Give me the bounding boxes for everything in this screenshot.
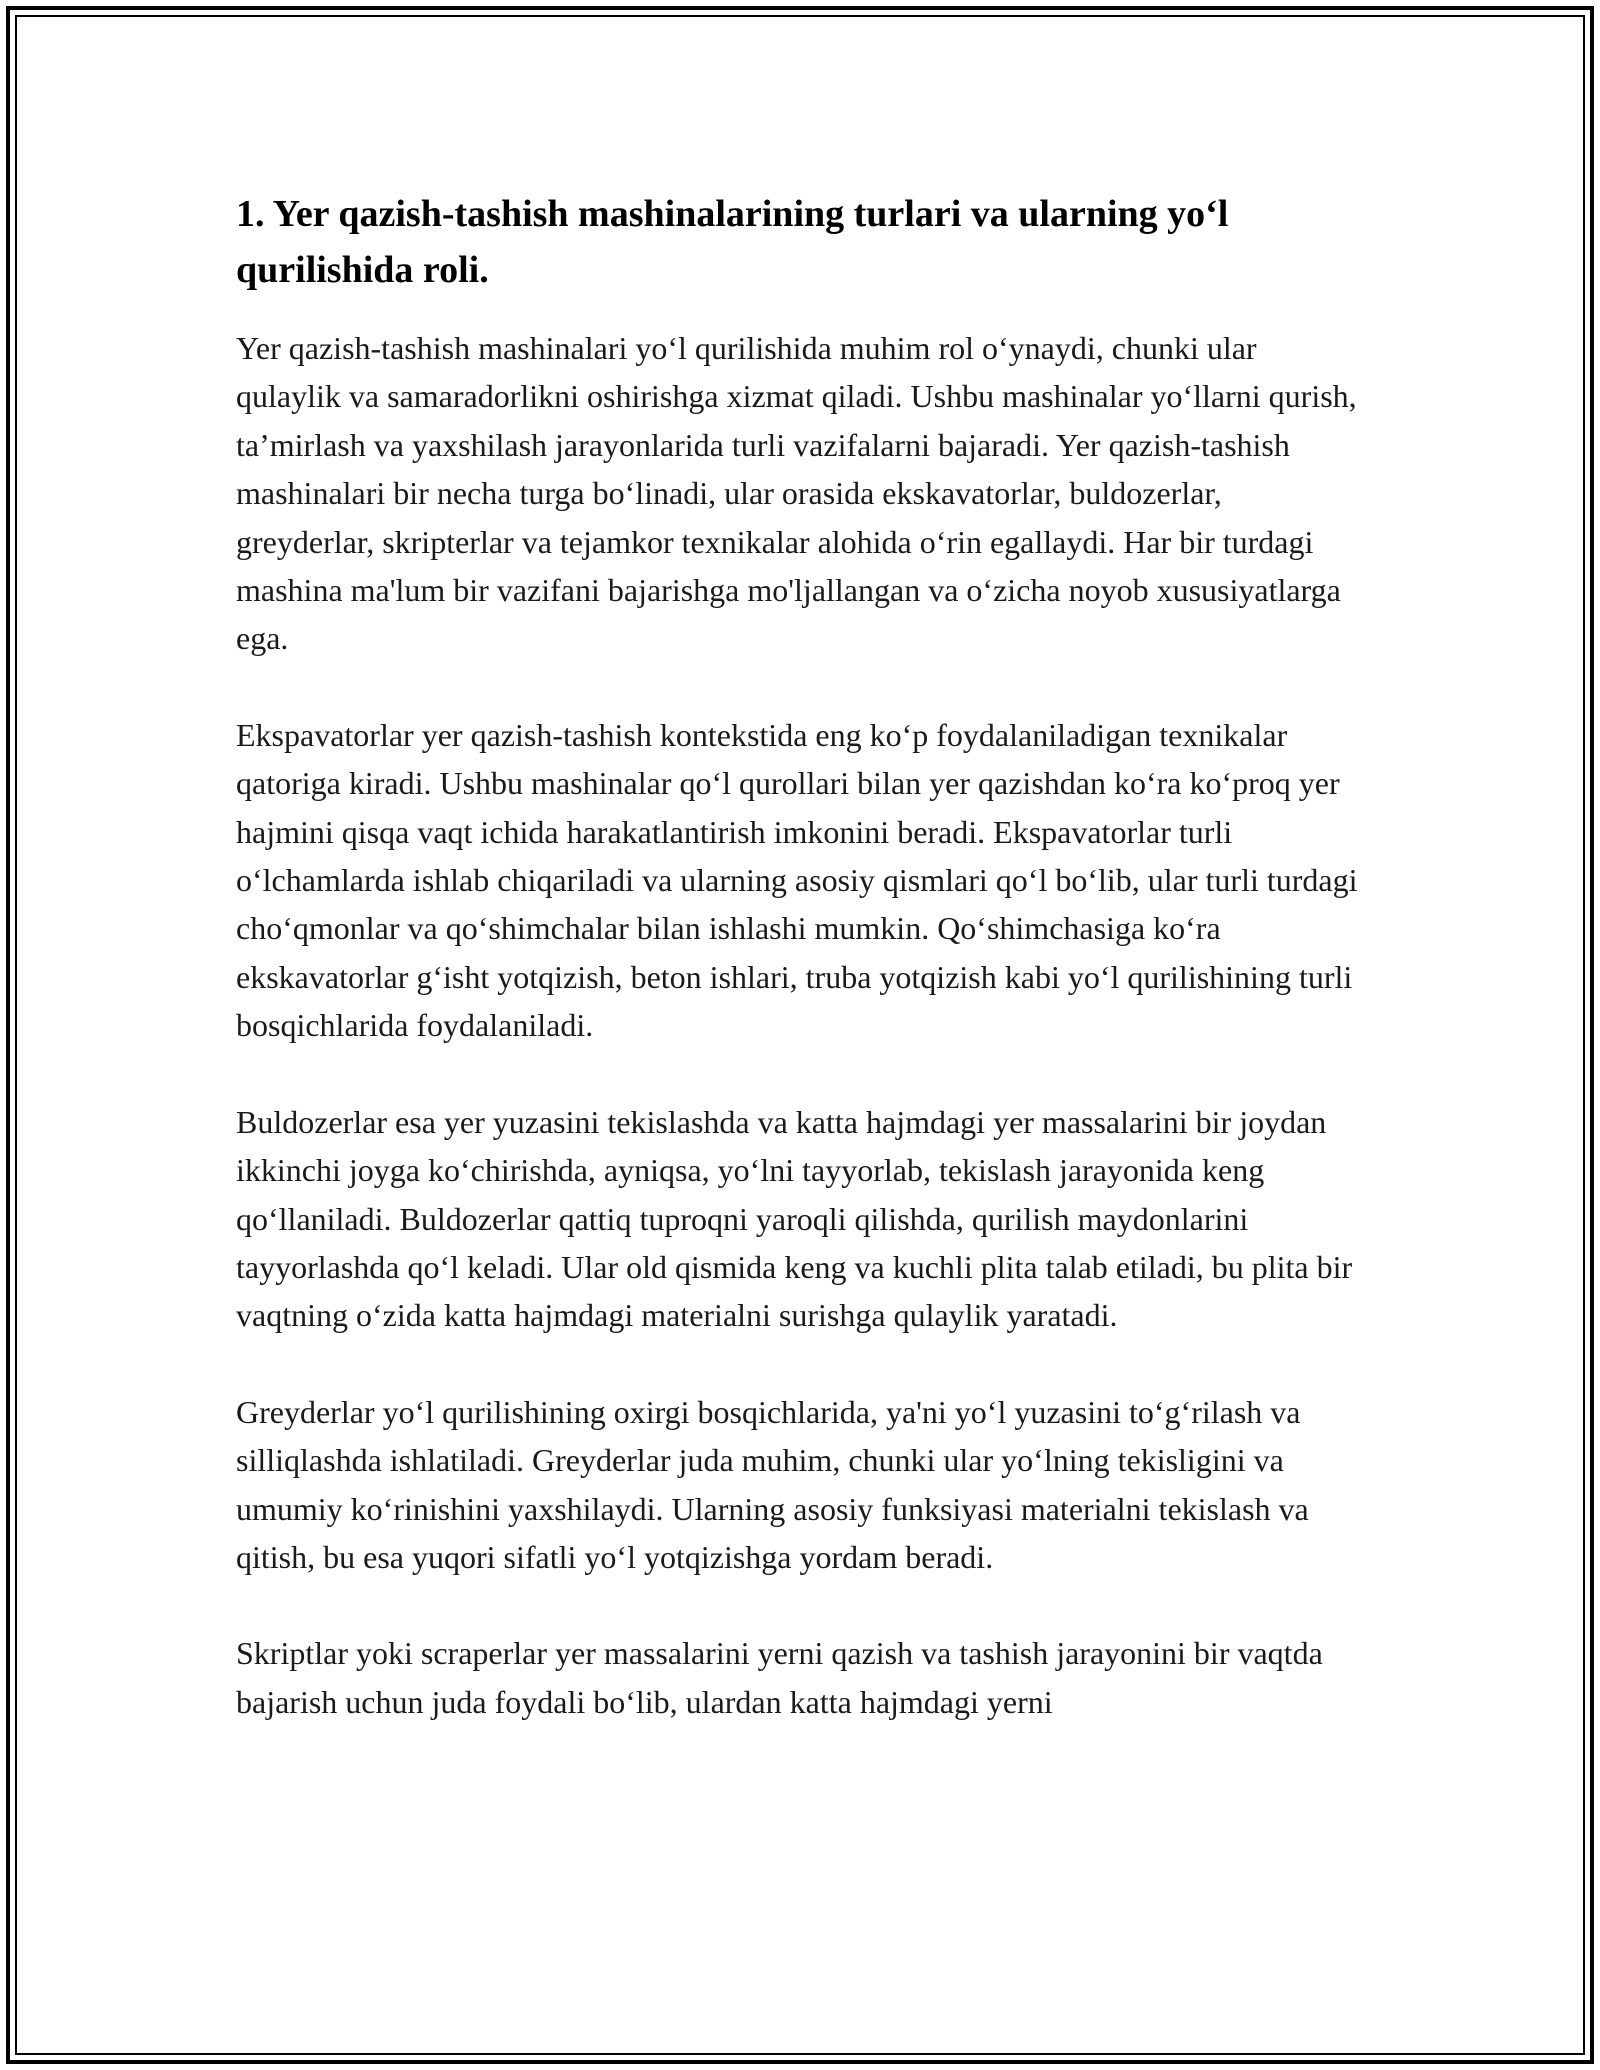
- section-heading: 1. Yer qazish-tashish mashinalarining turlari va ularning yo‘l qurilishida roli.: [236, 193, 1229, 291]
- paragraph-excavators: Ekspavatorlar yer qazish-tashish kontekstida eng ko‘p foydalaniladigan texnikalar qatoriga kiradi. Ushbu mashinalar qo‘l qurollari bilan yer qazishdan ko‘ra ko‘proq yer hajmini qisqa vaqt ichida harakatlantirish imkonini beradi. Ekspavatorlar turli o‘lchamlarda ishlab chiqariladi va ularning asosiy qismlari qo‘l bo‘lib, ular turli turdagi cho‘qmonlar va qo‘shimchalar bilan ishlashi mumkin. Qo‘shimchasiga ko‘ra ekskavatorlar g‘isht yotqizish, beton ishlari, truba yotqizish kabi yo‘l qurilishining turli bosqichlarida foydalaniladi.: [236, 716, 1358, 1044]
- paragraph-intro: Yer qazish-tashish mashinalari yo‘l qurilishida muhim rol o‘ynaydi, chunki ular qulaylik va samaradorlikni oshirishga xizmat qiladi. Ushbu mashinalar yo‘llarni qurish, ta’mirlash va yaxshilash jarayonlarida turli vazifalarni bajaradi. Yer qazish-tashish mashinalari bir necha turga bo‘linadi, ular orasida ekskavatorlar, buldozerlar, greyderlar, skripterlar va tejamkor texnikalar alohida o‘rin egallaydi. Har bir turdagi mashina ma'lum bir vazifani bajarishga mo'ljallangan va o‘zicha noyob xususiyatlarga ega.: [236, 330, 1357, 657]
- paragraph-graders: Greyderlar yo‘l qurilishining oxirgi bosqichlarida, ya'ni yo‘l yuzasini to‘g‘rilash va silliqlashda ishlatiladi. Greyderlar juda muhim, chunki ular yo‘lning tekisligini va umumiy ko‘rinishini yaxshilaydi. Ularning asosiy funksiyasi materialni tekislash va qitish, bu esa yuqori sifatli yo‘l yotqizishga yordam beradi.: [236, 1393, 1309, 1575]
- paragraph-scrapers: Skriptlar yoki scraperlar yer massalarini yerni qazish va tashish jarayonini bir vaqtda bajarish uchun juda foydali bo‘lib, ulardan katta hajmdagi yerni: [236, 1635, 1323, 1720]
- paragraph-bulldozers: Buldozerlar esa yer yuzasini tekislashda va katta hajmdagi yer massalarini bir joydan ikkinchi joyga ko‘chirishda, ayniqsa, yo‘lni tayyorlab, tekislash jarayonida keng qo‘llaniladi. Buldozerlar qattiq tuproqni yaroqli qilishda, qurilish maydonlarini tayyorlashda qo‘l keladi. Ular old qismida keng va kuchli plita talab etiladi, bu plita bir vaqtning o‘zida katta hajmdagi materialni surishga qulaylik yaratadi.: [236, 1103, 1353, 1334]
- document-body: [236, 186, 1366, 1774]
